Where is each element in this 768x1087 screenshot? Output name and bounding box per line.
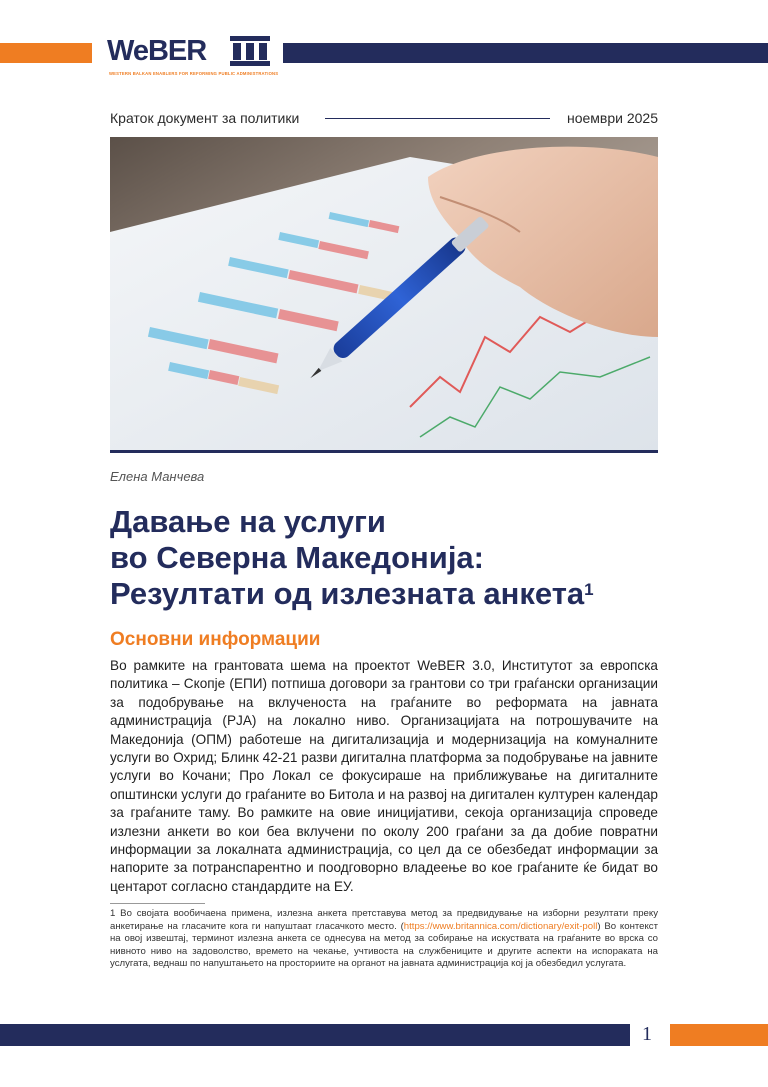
title-line-3: Резултати од излезната анкета: [110, 576, 585, 611]
footnote-text-1: 1 Во својата вообичаена примена, излезна анкета претставува метод за предвидување на изборни резултати преку анкетирање на гласачите кога ги напуштаат гласачкото место. (: [110, 908, 658, 932]
footnote: [110, 908, 658, 971]
header-navy-bar: [283, 43, 768, 63]
footer-navy-bar: [0, 1024, 630, 1046]
logo-wordmark: WeBER: [107, 35, 207, 67]
title-line-2: во Северна Македонија:: [110, 540, 484, 575]
header-orange-bar: [0, 43, 92, 63]
footer-orange-bar: [670, 1024, 768, 1046]
weber-logo: [107, 34, 277, 80]
hero-underline: [110, 450, 658, 453]
title-line-1: Давање на услуги: [110, 504, 386, 539]
footnote-link[interactable]: https://www.britannica.com/dictionary/exit-poll: [403, 920, 598, 932]
body-paragraph: Во рамките на грантовата шема на проектот WeBER 3.0, Институтот за европска политика – Скопје (ЕПИ) потпиша договори за грантови со три граѓански организации за подобрување на вклученоста на граѓаните во реформата на јавната администрација (РЈА) на локално ниво. Организацијата на потрошувачите на Македонија (ОПМ) работеше на дигитализација и модернизација на комуналните услуги во Охрид; Блинк 42-21 разви дигитална платформа за подобрување на јавните услуги во Кочани; Про Локал се фокусираше на приближување на дигиталните општински услуги до граѓаните во Битола и на развој на дигитален културен календар за граѓаните таму. Во рамките на овие иницијативи, секоја организација спроведе излезни анкети во кои беа вклучени по околу 200 граѓани за да добие повратни информации за локалната администрација, со цел да се обезбедат информации за напорите за потранспарентно и поодговорно владеење во кое граѓаните ќе бидат во центарот согласно стандардите на ЕУ.: [110, 658, 658, 894]
hero-image: [110, 137, 658, 450]
footnote-marker: 1: [584, 580, 594, 599]
section-heading: Основни информации: [110, 629, 321, 650]
document-date: ноември 2025: [566, 110, 658, 126]
logo-tagline: WESTERN BALKAN ENABLERS FOR REFORMING PUBLIC ADMINISTRATIONS: [109, 71, 279, 76]
document-title: [110, 504, 670, 612]
page-number: 1: [642, 1023, 652, 1045]
document-type: Краток документ за политики: [110, 110, 300, 126]
footnote-text-2: ) Во контекст на овој извештај, терминот излезна анкета се однесува на метод за собирање на искуствата на граѓаните во врска со нивното ниво на задоволство, времето на чекање, учтивоста на службениците и другите аспекти на испораката на услугата, веднаш по напуштањето на просториите на органот на јавната администрација кој ја обезбедил услугата.: [110, 920, 658, 970]
author-name: Елена Манчева: [110, 469, 205, 484]
pillars-icon: [230, 36, 270, 66]
subheader-divider: [325, 118, 550, 119]
footnote-divider: [110, 903, 205, 904]
